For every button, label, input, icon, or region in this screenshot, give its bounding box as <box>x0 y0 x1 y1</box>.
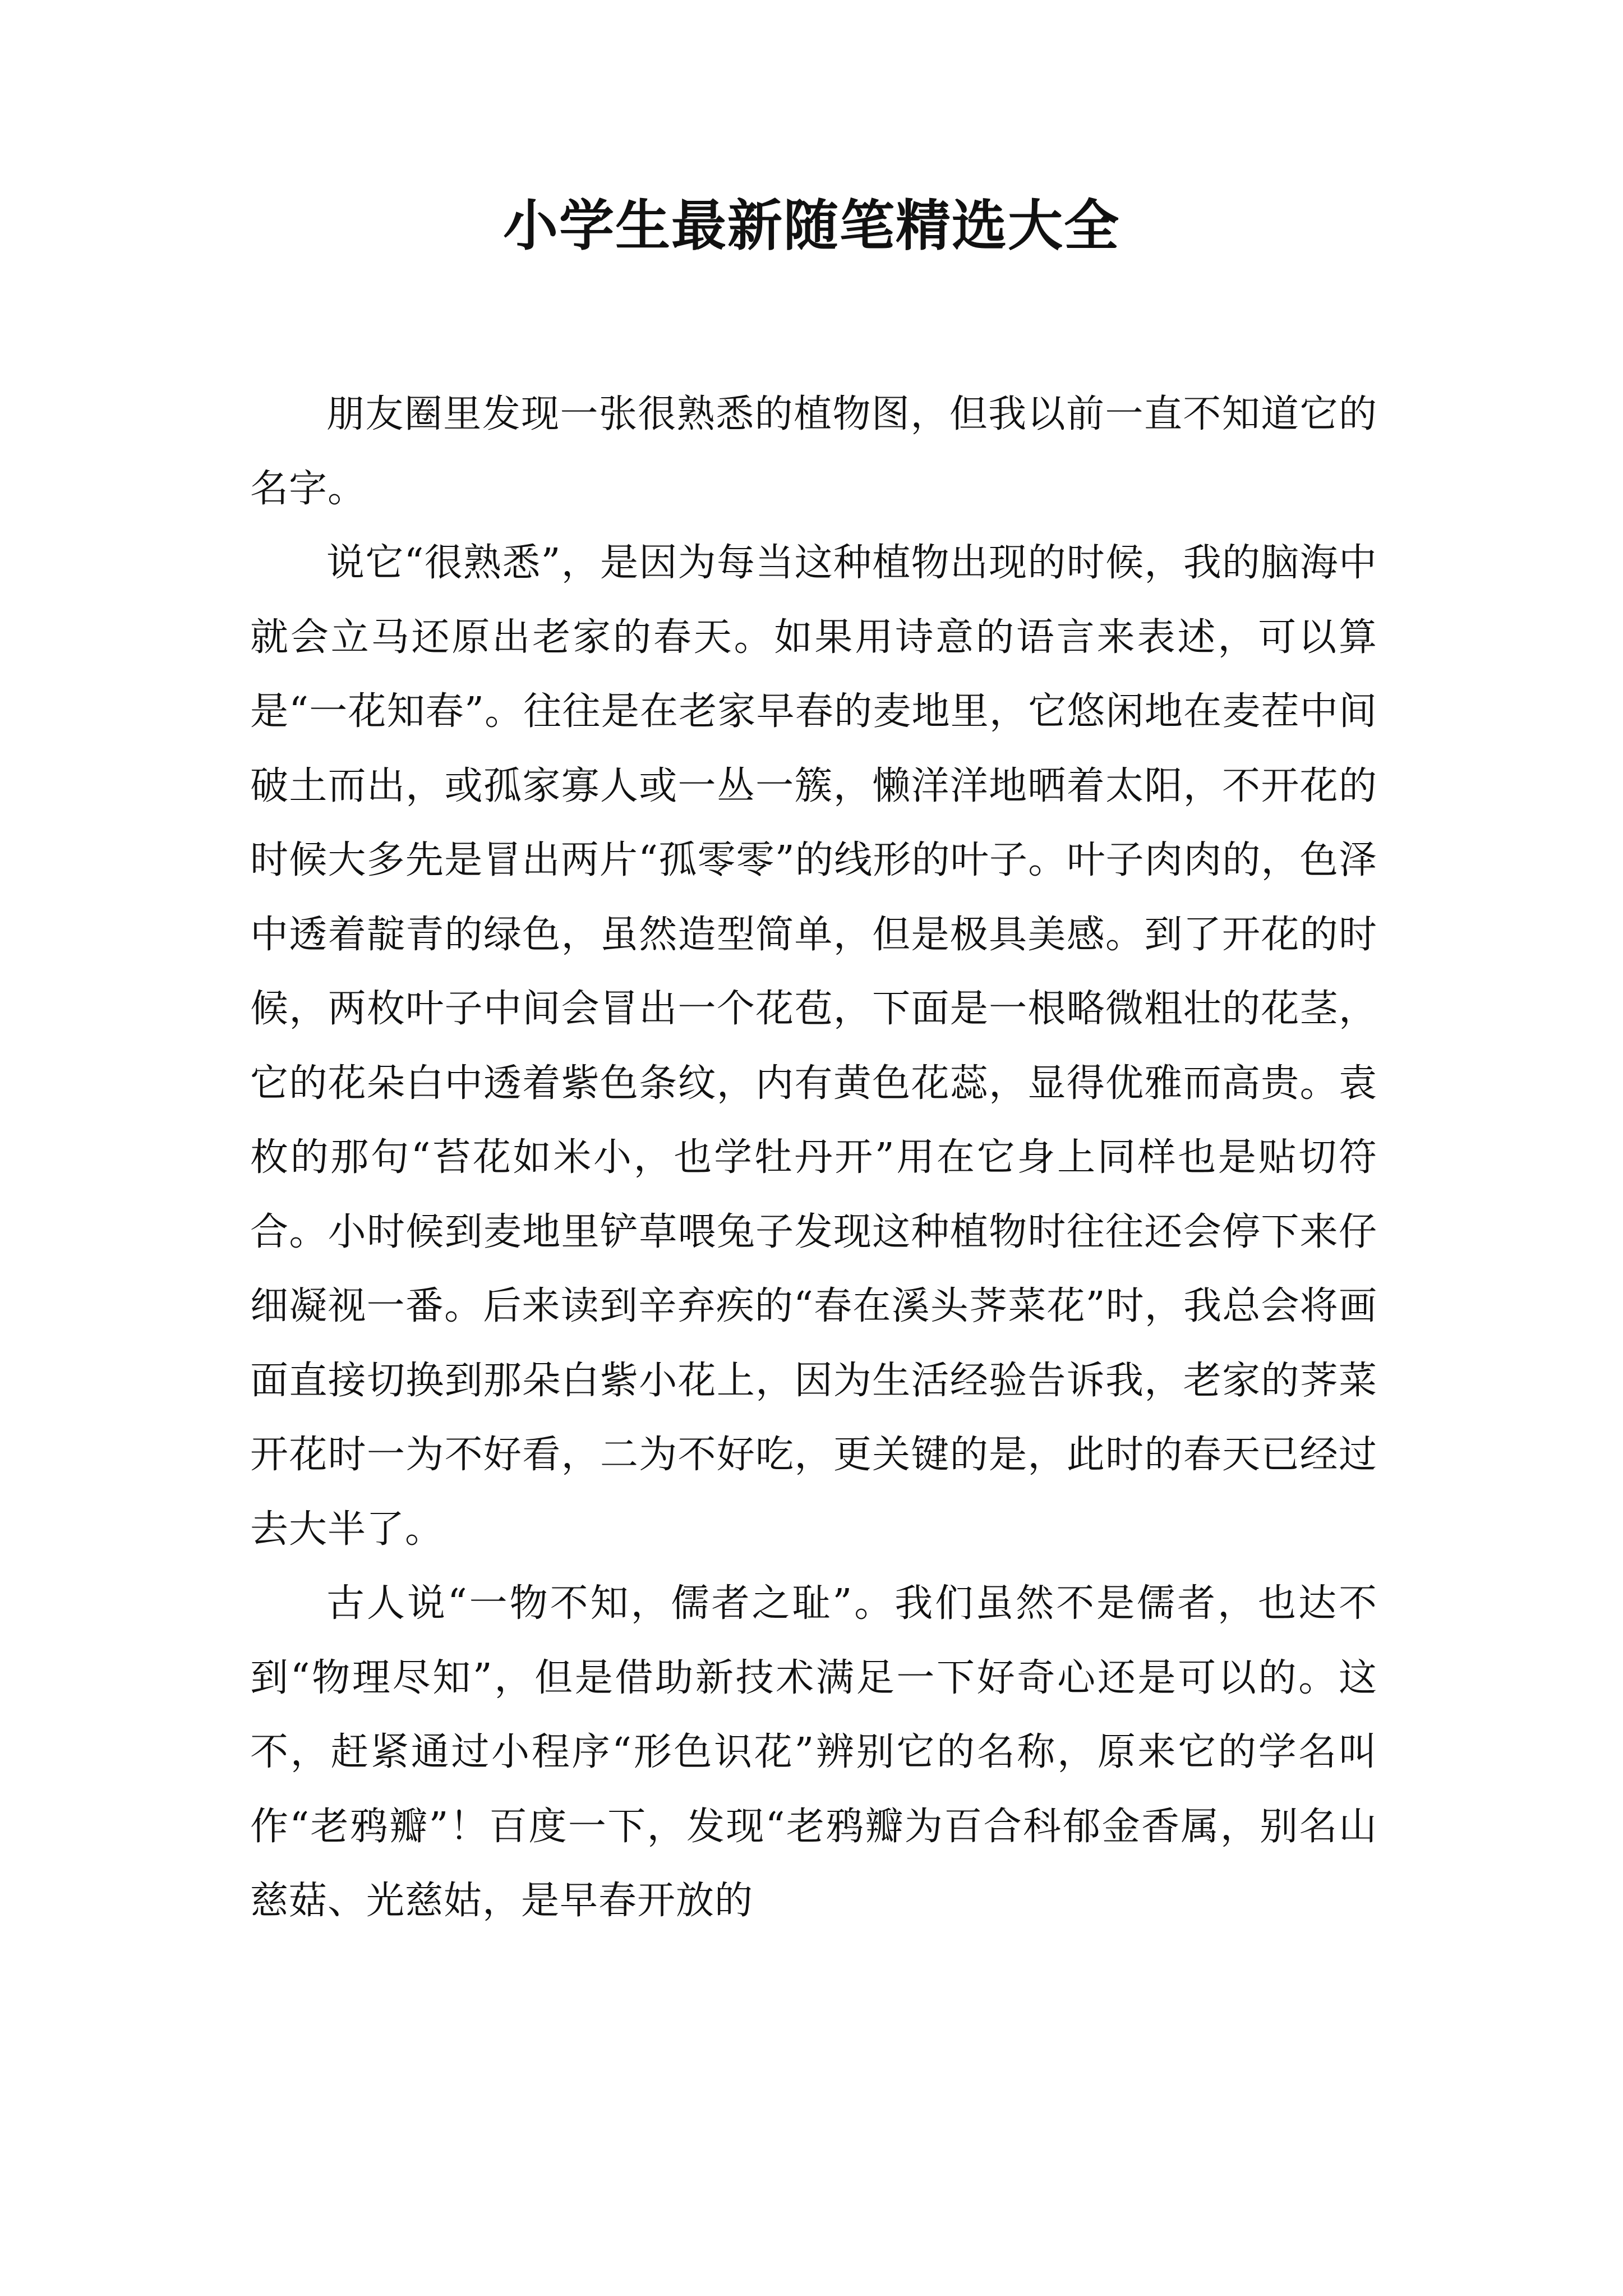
paragraph-1: 朋友圈里发现一张很熟悉的植物图，但我以前一直不知道它的名字。 <box>250 392 1377 511</box>
paragraph-2: 说它“很熟悉”，是因为每当这种植物出现的时候，我的脑海中就会立马还原出老家的春天。如果用诗意的语言来表述，可以算是“一花知春”。往往是在老家早春的麦地里，它悠闲地在麦茬中间破土而出，或孤家寡人或一丛一簇，懒洋洋地晒着太阳，不开花的时候大多先是冒出两片“孤零零”的线形的叶子。叶子肉肉的，色泽中透着靛青的绿色，虽然造型简单，但是极具美感。到了开花的时候，两枚叶子中间会冒出一个花苞，下面是一根略微粗壮的花茎，它的花朵白中透着紫色条纹，内有黄色花蕊，显得优雅而高贵。袁枚的那句“苔花如米小，也学牡丹开”用在它身上同样也是贴切符合。小时候到麦地里铲草喂兔子发现这种植物时往往还会停下来仔细凝视一番。后来读到辛弃疾的“春在溪头荠菜花”时，我总会将画面直接切换到那朵白紫小花上，因为生活经验告诉我，老家的荠菜开花时一为不好看，二为不好吃，更关键的是，此时的春天已经过去大半了。 <box>250 541 1377 1552</box>
document-body <box>250 378 1377 1939</box>
paragraph-3: 古人说“一物不知，儒者之耻”。我们虽然不是儒者，也达不到“物理尽知”，但是借助新技术满足一下好奇心还是可以的。这不，赶紧通过小程序“形色识花”辨别它的名称，原来它的学名叫作“老鸦瓣”！百度一下，发现“老鸦瓣为百合科郁金香属，别名山慈菇、光慈姑，是早春开放的 <box>250 1581 1377 1923</box>
document-title: 小学生最新随笔精选大全 <box>502 194 1120 258</box>
